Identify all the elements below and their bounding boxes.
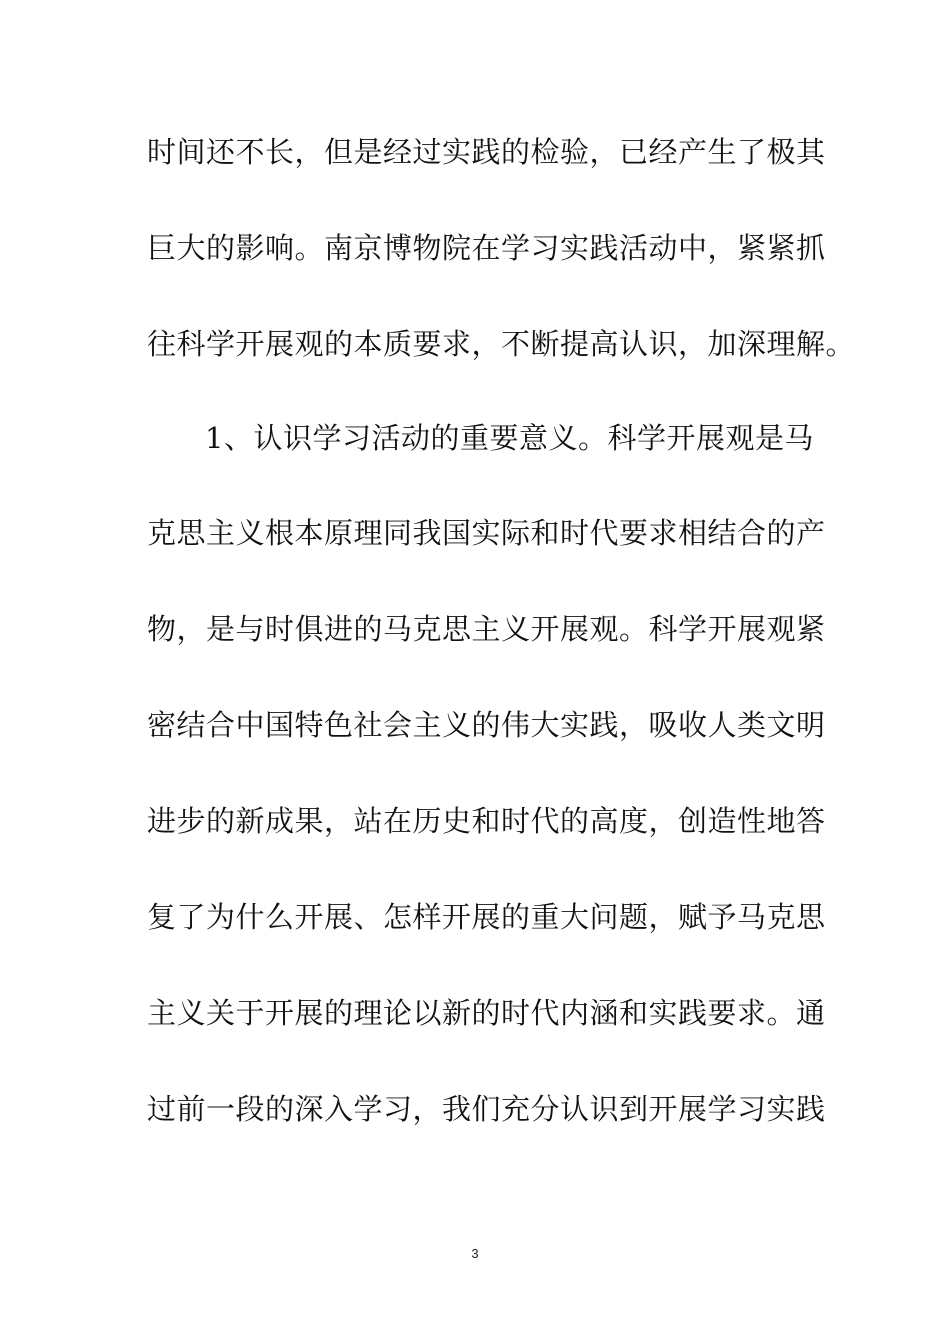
body-text-line: 物，是与时俱进的马克思主义开展观。科学开展观紧 (147, 612, 826, 646)
body-text-line: 主义关于开展的理论以新的时代内涵和实践要求。通 (147, 996, 826, 1030)
body-text-line: 克思主义根本原理同我国实际和时代要求相结合的产 (147, 516, 826, 550)
body-text-line: 巨大的影响。南京博物院在学习实践活动中，紧紧抓 (147, 231, 826, 265)
body-text-line: 进步的新成果，站在历史和时代的高度，创造性地答 (147, 804, 826, 838)
body-text-line: 往科学开展观的本质要求，不断提高认识，加深理解。 (147, 327, 856, 361)
body-text-line: 时间还不长，但是经过实践的检验，已经产生了极其 (147, 135, 826, 169)
page-number: 3 (471, 1246, 479, 1261)
body-text-line: 复了为什么开展、怎样开展的重大问题，赋予马克思 (147, 900, 826, 934)
body-text-line: 过前一段的深入学习，我们充分认识到开展学习实践 (147, 1092, 826, 1126)
body-text-line: 密结合中国特色社会主义的伟大实践，吸收人类文明 (147, 708, 826, 742)
paragraph-start-line: 1、认识学习活动的重要意义。科学开展观是马 (205, 421, 814, 455)
